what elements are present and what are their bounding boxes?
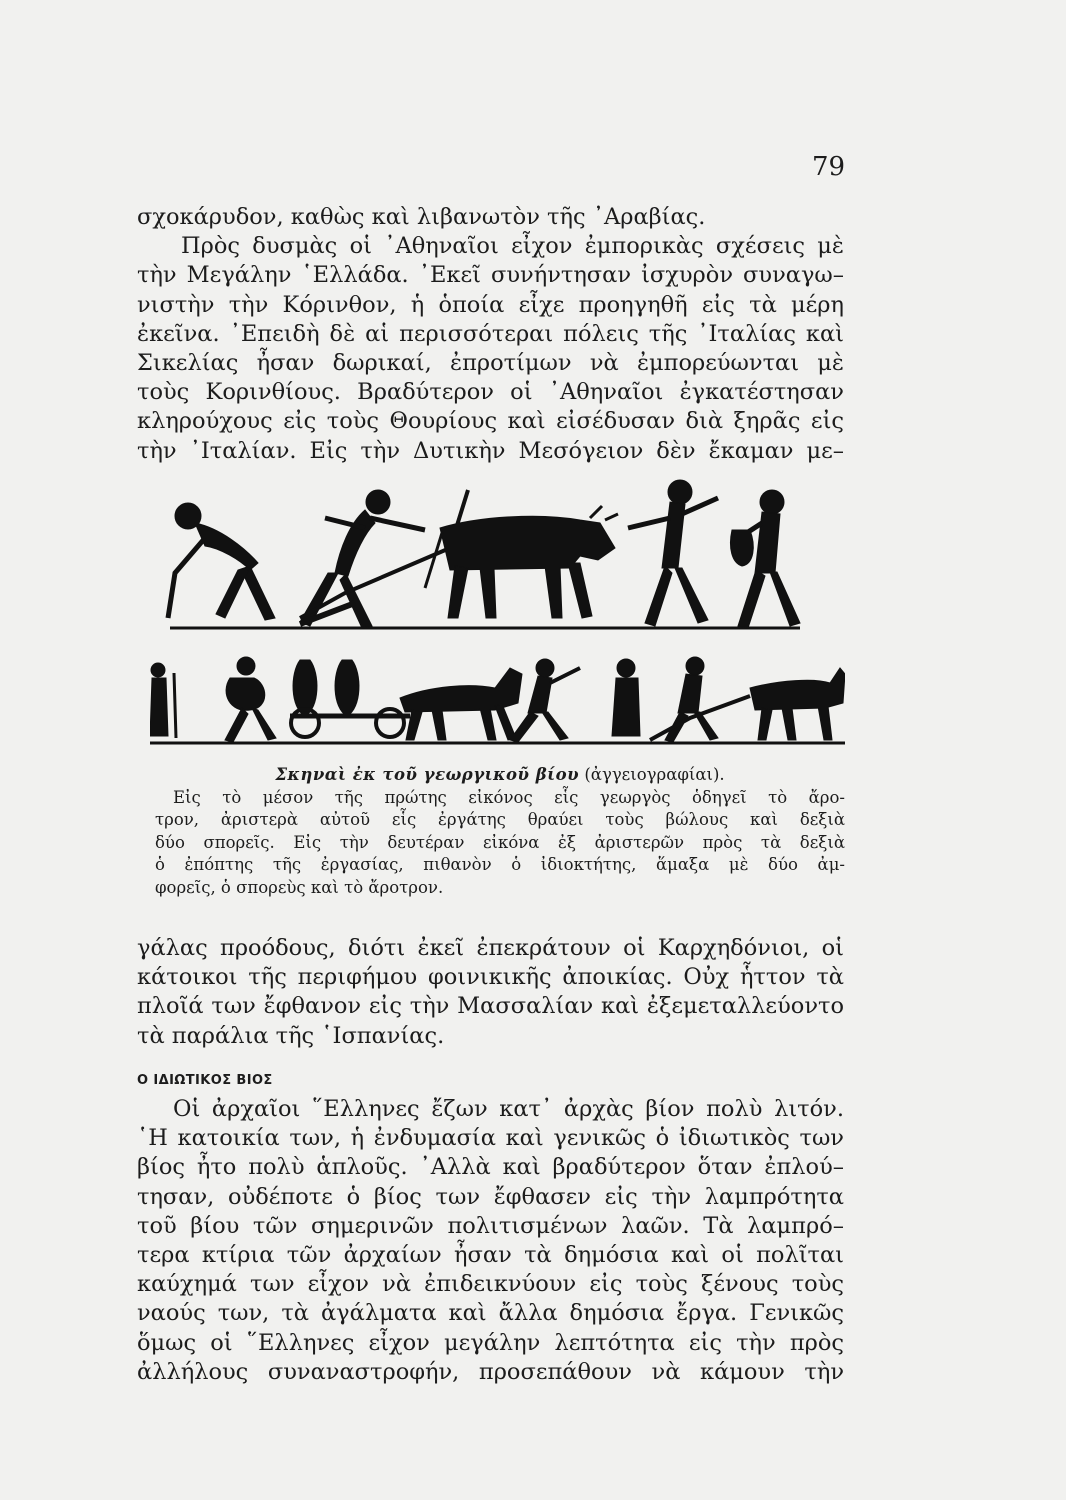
running-sower-figure [510,659,580,742]
caption-heading [155,764,845,787]
text-line: τὴν ᾿Ιταλίαν. Εἰς τὴν Δυτικὴν Μεσόγειον δὲν ἔκαμαν με– [137,437,844,464]
text-line: ῾Η κατοικία των, ἡ ἐνδυμασία καὶ γενικῶς ὁ ἰδιωτικὸς των [137,1125,844,1152]
caption-line: δύο σπορεῖς. Εἰς τὴν δευτέραν εἰκόνα ἐξ ἀριστερῶν πρὸς τὰ δεξιὰ [155,832,845,852]
text-line: καύχημά των εἶχον νὰ ἐπιδεικνύουν εἰς τοὺς ξένους τοὺς [137,1271,844,1298]
text-line: πλοῖά των ἔφθανον εἰς τὴν Μασσαλίαν καὶ ἐξεμεταλλεύοντο [137,993,844,1020]
text-line: Πρὸς δυσμὰς οἱ ᾿Αθηναῖοι εἶχον ἐμπορικὰς σχέσεις μὲ [181,233,844,260]
text-line: ναούς των, τὰ ἀγάλματα καὶ ἄλλα δημόσια ἔργα. Γενικῶς [137,1300,844,1327]
text-line: κληρούχους εἰς τοὺς Θουρίους καὶ εἰσέδυσαν διὰ ξηρᾶς εἰς [137,408,844,435]
text-line: κάτοικοι τῆς περιφήμου φοινικικῆς ἀποικίας. Οὐχ ἧττον τὰ [137,964,844,991]
second-ox-figure [750,668,845,740]
bottom-paragraph [137,1095,844,1387]
ox-figure [425,506,618,618]
text-line: ὅμως οἱ ῞Ελληνες εἶχον μεγάλην λεπτότητα εἰς τὴν πρὸς [137,1329,844,1356]
text-line: σχοκάρυδον, καθὼς καὶ λιβανωτὸν τῆς ᾿Αραβίας. [137,204,706,230]
text-line: νιστὴν τὴν Κόρινθον, ἡ ὁποία εἶχε προηγηθῆ εἰς τὰ μέρη [137,291,844,318]
figure-caption [155,764,845,900]
cloaked-man-figure [612,659,640,736]
walking-man-figure [225,657,276,742]
caption-line: ὁ ἐπόπτης τῆς ἐργασίας, πιθανὸν ὁ ἰδιοκτήτης, ἅμαξα μὲ δύο ἀμ- [155,855,845,875]
vase-painting-illustration [150,478,845,748]
text-line: ἀλλήλους συναναστροφήν, προσεπάθουν νὰ κάμουν τὴν [137,1358,844,1385]
middle-paragraph [137,934,844,1051]
text-line: τησαν, οὐδέποτε ὁ βίος των ἔφθασεν εἰς τὴν λαμπρότητα [137,1183,844,1210]
overseer-figure [150,663,176,738]
ploughman-figure [628,480,718,626]
page-number: 79 [812,152,846,182]
agricultural-scenes-image [150,478,845,748]
basket-carrier-figure [730,490,800,628]
text-line: γάλας προόδους, διότι ἐκεῖ ἐπεκράτουν οἱ Καρχηδόνιοι, οἱ [137,935,844,961]
top-paragraph [137,203,844,466]
second-ploughman-figure [650,657,750,742]
mule-figure [400,668,522,740]
text-line: τοῦ βίου τῶν σημερινῶν πολιτισμένων λαῶν. Τὰ λαμπρό– [137,1212,844,1239]
text-line: Σικελίας ἦσαν δωρικαί, ἐπροτίμων νὰ ἐμπορεύωνται μὲ [137,350,844,377]
text-line: τερα κτίρια τῶν ἀρχαίων ἦσαν τὰ δημόσια καὶ οἱ πολῖται [137,1242,844,1269]
caption-line: φορεῖς, ὁ σπορεὺς καὶ τὸ ἄροτρον. [155,877,444,897]
caption-line: Εἰς τὸ μέσον τῆς πρώτης εἰκόνος εἷς γεωργὸς ὁδηγεῖ τὸ ἄρο- [173,787,845,807]
text-line: Οἱ ἀρχαῖοι ῞Ελληνες ἔζων κατ᾿ ἀρχὰς βίον πολὺ λιτόν. [173,1096,844,1122]
cart-with-amphorae [290,660,410,737]
caption-title: Σκηναὶ ἐκ τοῦ γεωργικοῦ βίου [275,765,580,784]
caption-source: (ἀγγειογραφίαι). [584,765,725,784]
caption-line: τρον, ἀριστερὰ αὐτοῦ εἷς ἐργάτης θραύει τοὺς βώλους καὶ δεξιὰ [155,810,845,830]
text-line: τὴν Μεγάλην ῾Ελλάδα. ᾿Εκεῖ συνήντησαν ἰσχυρὸν συναγω– [137,262,844,289]
section-heading: Ο ΙΔΙΩΤΙΚΟΣ ΒΙΟΣ [137,1073,273,1088]
laborer-figure [168,503,275,620]
text-line: τὰ παράλια τῆς ῾Ισπανίας. [137,1022,445,1049]
text-line: τοὺς Κορινθίους. Βραδύτερον οἱ ᾿Αθηναῖοι ἐγκατέστησαν [137,379,844,406]
text-line: ἐκεῖνα. ᾿Επειδὴ δὲ αἱ περισσότεραι πόλεις τῆς ᾿Ιταλίας καὶ [137,320,844,347]
text-line: βίος ἦτο πολὺ ἁπλοῦς. ᾿Αλλὰ καὶ βραδύτερον ὅταν ἐπλού– [137,1154,844,1181]
